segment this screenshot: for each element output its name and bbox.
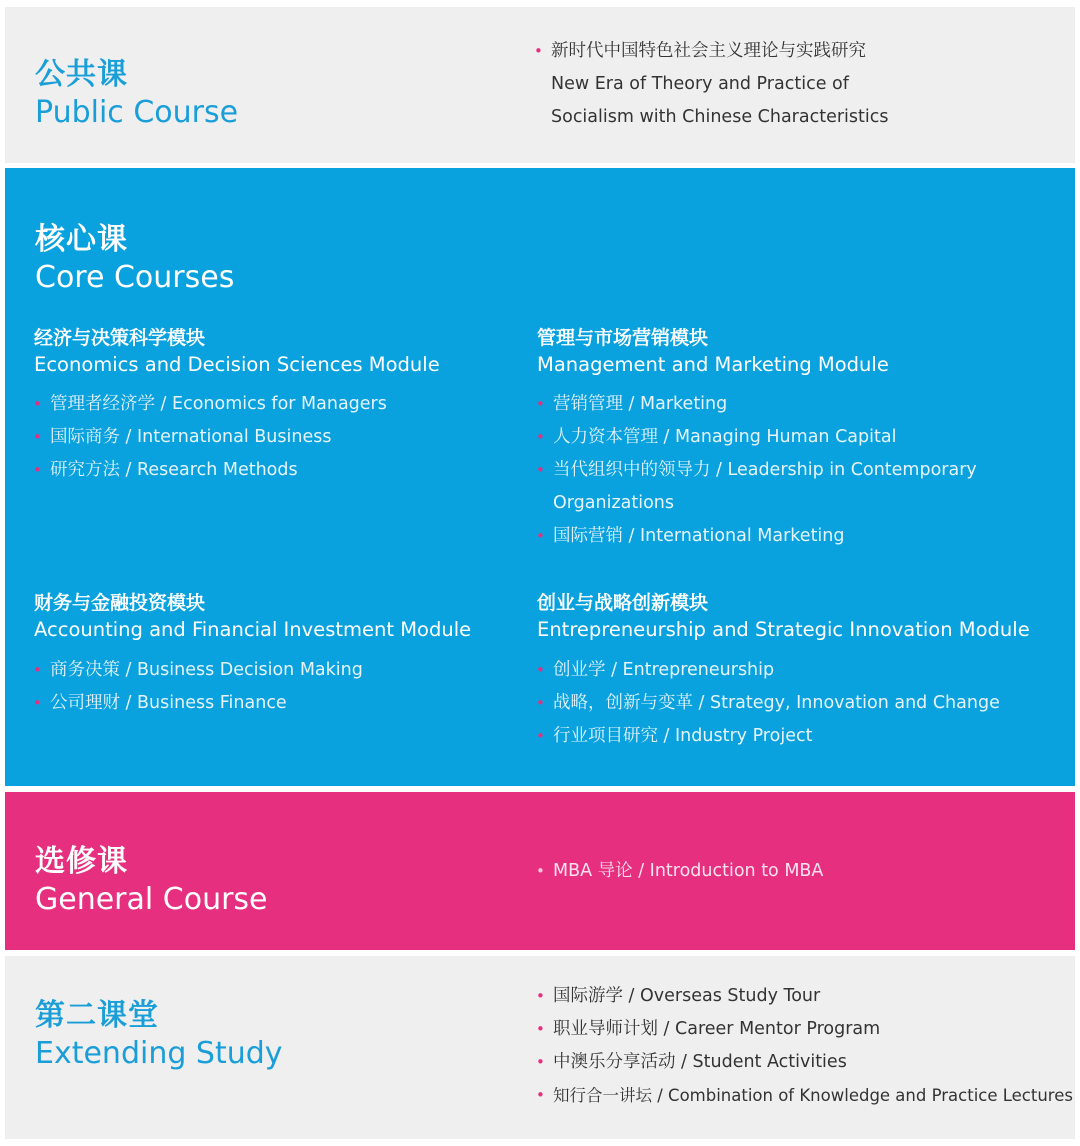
- module-title-en: Entrepreneurship and Strategic Innovation Module: [537, 618, 1030, 641]
- module-list: [32, 654, 363, 720]
- list-item: • 人力资本管理 / Managing Human Capital: [535, 421, 977, 454]
- list-item: • 职业导师计划 / Career Mentor Program: [535, 1013, 1073, 1046]
- bullet-icon: •: [33, 461, 42, 479]
- bullet-icon: •: [536, 527, 545, 545]
- list-item: Socialism with Chinese Characteristics: [551, 107, 889, 127]
- list-item: • 新时代中国特色社会主义理论与实践研究: [533, 35, 888, 68]
- list-item: • 战略，创新与变革 / Strategy, Innovation and Change: [535, 687, 1000, 720]
- bullet-icon: •: [536, 395, 545, 413]
- module-list: [535, 654, 1000, 753]
- bullet-icon: •: [536, 461, 545, 479]
- list-item: • 营销管理 / Marketing: [535, 388, 977, 421]
- public-course-section: [5, 7, 1075, 163]
- bullet-icon: •: [534, 42, 543, 60]
- core-courses-title-cn: 核心课: [35, 222, 128, 257]
- list-item: • 国际营销 / International Marketing: [535, 520, 977, 553]
- list-item: • 国际商务 / International Business: [32, 421, 387, 454]
- list-item: • 当代组织中的领导力 / Leadership in Contemporary: [535, 454, 977, 487]
- extending-study-list: [535, 980, 1073, 1112]
- module-title-en: Economics and Decision Sciences Module: [34, 353, 440, 376]
- bullet-icon: •: [536, 1086, 545, 1104]
- module-list: [32, 388, 387, 487]
- list-item: • 商务决策 / Business Decision Making: [32, 654, 363, 687]
- module-title-cn: 经济与决策科学模块: [34, 327, 206, 349]
- bullet-icon: •: [536, 862, 545, 880]
- bullet-icon: •: [33, 395, 42, 413]
- module-title-cn: 管理与市场营销模块: [537, 327, 709, 349]
- bullet-icon: •: [536, 987, 545, 1005]
- list-item: New Era of Theory and Practice of: [551, 74, 849, 94]
- list-item: • MBA 导论 / Introduction to MBA: [535, 855, 823, 888]
- list-item: • 管理者经济学 / Economics for Managers: [32, 388, 387, 421]
- core-courses-title-en: Core Courses: [35, 260, 235, 295]
- list-item: • 国际游学 / Overseas Study Tour: [535, 980, 1073, 1013]
- extending-study-section: [5, 956, 1075, 1139]
- bullet-icon: •: [33, 694, 42, 712]
- general-course-section: [5, 792, 1075, 950]
- core-courses-section: [5, 168, 1075, 786]
- module-title-en: Accounting and Financial Investment Module: [34, 618, 472, 641]
- list-item: Organizations: [553, 493, 674, 513]
- list-item: • 行业项目研究 / Industry Project: [535, 720, 1000, 753]
- bullet-icon: •: [536, 727, 545, 745]
- module-list: [535, 388, 977, 553]
- list-item: • 创业学 / Entrepreneurship: [535, 654, 1000, 687]
- list-item: • 知行合一讲坛 / Combination of Knowledge and Practice Lectures: [535, 1079, 1073, 1112]
- module-title-cn: 财务与金融投资模块: [34, 592, 206, 614]
- bullet-icon: •: [536, 428, 545, 446]
- public-course-title-en: Public Course: [35, 95, 239, 130]
- general-course-title-en: General Course: [35, 882, 268, 917]
- extending-study-title-en: Extending Study: [35, 1036, 283, 1071]
- general-course-list: [535, 855, 823, 888]
- bullet-icon: •: [536, 694, 545, 712]
- bullet-icon: •: [536, 1053, 545, 1071]
- list-item: • 研究方法 / Research Methods: [32, 454, 387, 487]
- public-course-title-cn: 公共课: [35, 57, 128, 92]
- general-course-title-cn: 选修课: [35, 844, 128, 879]
- bullet-icon: •: [33, 661, 42, 679]
- bullet-icon: •: [536, 1020, 545, 1038]
- bullet-icon: •: [33, 428, 42, 446]
- list-item: • 公司理财 / Business Finance: [32, 687, 363, 720]
- module-title-en: Management and Marketing Module: [537, 353, 889, 376]
- extending-study-title-cn: 第二课堂: [35, 998, 159, 1033]
- bullet-icon: •: [536, 661, 545, 679]
- list-item: • 中澳乐分享活动 / Student Activities: [535, 1046, 1073, 1079]
- module-title-cn: 创业与战略创新模块: [537, 592, 709, 614]
- public-course-list: [533, 35, 888, 134]
